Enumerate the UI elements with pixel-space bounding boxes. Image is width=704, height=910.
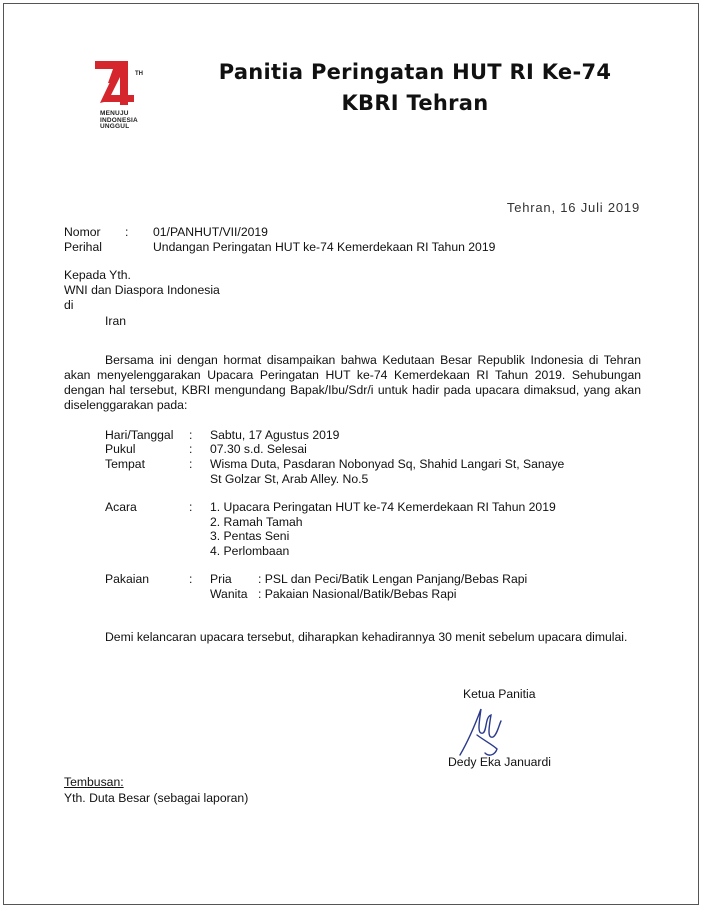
wanita-label: Wanita [210,587,248,601]
acara-item: 3. Pentas Seni [210,529,290,543]
logo-tagline: MENUJU INDONESIA UNGGUL [100,110,138,130]
letter-title-line2: KBRI Tehran [341,91,489,115]
recipient-line1: Kepada Yth. [64,268,131,282]
nomor-label: Nomor [64,225,101,239]
letter-date: Tehran, 16 Juli 2019 [506,200,640,215]
wanita-value: : Pakaian Nasional/Batik/Bebas Rapi [258,587,457,601]
recipient-line3: di [64,298,74,312]
signatory-name: Dedy Eka Januardi [448,755,551,769]
acara-item: 2. Ramah Tamah [210,515,303,529]
perihal-value: Undangan Peringatan HUT ke-74 Kemerdekaan RI Tahun 2019 [153,240,496,254]
recipient-line4: Iran [105,314,127,328]
hari-value: Sabtu, 17 Agustus 2019 [210,428,340,442]
nomor-colon: : [125,225,129,239]
recipient-line2: WNI dan Diaspora Indonesia [64,283,220,297]
nomor-value: 01/PANHUT/VII/2019 [153,225,268,239]
pukul-label: Pukul [105,442,136,456]
acara-colon: : [189,500,193,514]
acara-item: 1. Upacara Peringatan HUT ke-74 Kemerdekaan RI Tahun 2019 [210,500,556,514]
closing-sentence: Demi kelancaran upacara tersebut, diharapkan kehadirannya 30 menit sebelum upacara dimulai. [105,630,628,644]
pukul-colon: : [189,442,193,456]
pria-label: Pria [210,572,232,586]
body-paragraph: Bersama ini dengan hormat disampaikan bahwa Kedutaan Besar Republik Indonesia di Tehran akan menyelenggarakan Upacara Peringatan HUT ke-74 Kemerdekaan RI Tahun 2019. Sehubungan dengan hal tersebut, KBRI mengundang Bapak/Ibu/Sdr/i untuk hadir pada upacara dimaksud, yang akan diselenggarakan pada: [64,353,641,412]
tembusan-value: Yth. Duta Besar (sebagai laporan) [64,791,249,805]
tempat-value-line2: St Golzar St, Arab Alley. No.5 [210,472,369,486]
hari-colon: : [189,428,193,442]
acara-item: 4. Perlombaan [210,544,290,558]
acara-label: Acara [105,500,137,514]
hari-label: Hari/Tanggal [105,428,174,442]
pakaian-colon: : [189,572,193,586]
letter-title-line1: Panitia Peringatan HUT RI Ke-74 [218,60,612,84]
tembusan-label: Tembusan: [64,775,124,789]
pakaian-label: Pakaian [105,572,150,586]
signatory-role: Ketua Panitia [463,687,536,701]
pria-value: : PSL dan Peci/Batik Lengan Panjang/Bebas Rapi [258,572,528,586]
tempat-value-line1: Wisma Duta, Pasdaran Nobonyad Sq, Shahid Langari St, Sanaye [210,457,565,471]
tempat-label: Tempat [105,457,145,471]
pukul-value: 07.30 s.d. Selesai [210,442,307,456]
logo-superscript: TH [135,71,143,77]
perihal-label: Perihal [64,240,102,254]
tempat-colon: : [189,457,193,471]
